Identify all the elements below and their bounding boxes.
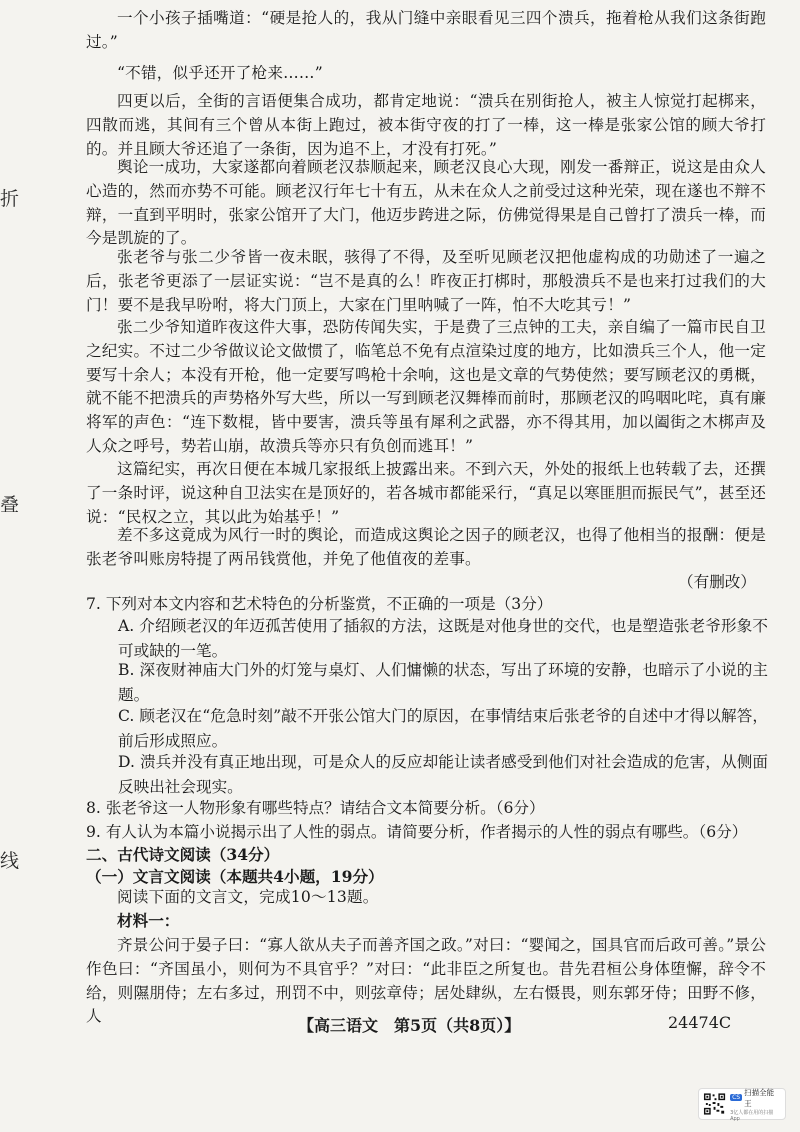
classical-text: 齐景公问于晏子曰：“寡人欲从夫子而善齐国之政。”对曰：“婴闻之，国具官而后政可善。”景公作色曰：“齐国虽小，则何为不具官乎？”对曰：“此非臣之所复也。昔先君桓公身体堕懈，辞令不给，则隰朋侍；左右多过，刑罚不中，则弦章侍；居处肆纵，左右慑畏，则东郭牙侍；田野不修，人 [86, 936, 766, 1026]
question-7-option-a: A. 介绍顾老汉的年迈孤苦使用了插叙的方法，这既是对他身世的交代，也是塑造张老爷形象不可或缺的一笔。 [118, 617, 768, 660]
cut-line-mark: 线 [0, 850, 20, 872]
question-7-option-c: C. 顾老汉在“危急时刻”敲不开张公馆大门的原因，在事情结束后张老爷的自述中才得以解答，前后形成照应。 [118, 707, 768, 750]
question-9: 9. 有人认为本篇小说揭示出了人性的弱点。请简要分析，作者揭示的人性的弱点有哪些。（6分） [86, 823, 748, 841]
story-paragraph: 舆论一成功，大家遂都向着顾老汉恭顺起来，顾老汉良心大现，刚发一番辩正，说这是由众人心造的，然而亦势不可能。顾老汉行年七十有五，从未在众人之前受过这种光荣，现在遂也不辩不辩，一直到平明时，张家公馆开了大门，他迈步跨进之际，仿佛觉得果是自己曾打了溃兵一棒，而今是凯旋的了。 [86, 158, 766, 248]
story-paragraph: 张老爷与张二少爷皆一夜未眠，骇得了不得，及至听见顾老汉把他虚构成的功勋述了一遍之后，张老爷更添了一层证实说：“岂不是真的么！昨夜正打梆时，那般溃兵不是也来打过我们的大门！要不是我早吩咐，将大门顶上，大家在门里呐喊了一阵，怕不大吃其亏！” [86, 248, 766, 314]
subsection-heading: （一）文言文阅读（本题共4小题，19分） [86, 867, 384, 886]
scanner-watermark [698, 1088, 786, 1120]
cs-logo-icon: CS [732, 1094, 741, 1101]
page-footer-title: 【高三语文 第5页（共8页）】 [298, 1016, 521, 1035]
section-heading: 二、古代诗文阅读（34分） [86, 845, 280, 864]
material-label: 材料一： [117, 911, 180, 930]
reading-instruction: 阅读下面的文言文，完成10～13题。 [117, 888, 379, 906]
story-paragraph: 这篇纪实，再次日便在本城几家报纸上披露出来。不到六天，外处的报纸上也转载了去，还撰了一条时评，说这种自卫法实在是顶好的，若各城市都能采行，“真足以寒匪胆而振民气”，甚至还说：“民权之立，其以此为始基乎！” [86, 460, 766, 526]
question-7-option-b: B. 深夜财神庙大门外的灯笼与桌灯、人们慵懒的状态，写出了环境的安静，也暗示了小说的主题。 [118, 661, 768, 704]
scanner-app-name: 扫描全能王 [744, 1087, 775, 1108]
question-7-option-d: D. 溃兵并没有真正地出现，可是众人的反应却能让读者感受到他们对社会造成的危害，从侧面反映出社会现实。 [118, 753, 768, 796]
exam-code: 24474C [668, 1013, 732, 1032]
fold-mark-2: 叠 [0, 494, 20, 516]
story-paragraph: 差不多这竟成为风行一时的舆论，而造成这舆论之因子的顾老汉，也得了他相当的报酬：便是张老爷叫账房特提了两吊钱赏他，并免了他值夜的差事。 [86, 526, 766, 568]
story-paragraph: 四更以后，全街的言语便集合成功，都肯定地说：“溃兵在别街抢人，被主人惊觉打起梆来，四散而逃，其间有三个曾从本街上跑过，被本街守夜的打了一棒，这一棒是张家公馆的顾大爷打的。并且顾大爷还追了一条街，因为追不上，才没有打死。” [86, 92, 766, 158]
story-paragraph: 一个小孩子插嘴道：“硬是抢人的，我从门缝中亲眼看见三四个溃兵，拖着枪从我们这条街跑过。” [86, 9, 766, 51]
story-paragraph: “不错，似乎还开了枪来……” [117, 64, 323, 82]
qr-code-icon [703, 1092, 726, 1116]
question-7-stem: 7. 下列对本文内容和艺术特色的分析鉴赏，不正确的一项是（3分） [86, 595, 553, 613]
source-credit: （有删改） [678, 573, 756, 591]
story-paragraph: 张二少爷知道昨夜这件大事，恐防传闻失实，于是费了三点钟的工夫，亲自编了一篇市民自卫之纪实。不过二少爷做议论文做惯了，临笔总不免有点渲染过度的地方，比如溃兵三个人，他一定要写十余人；本没有开枪，他一定要写鸣枪十余响，这也是文章的气势使然；要写顾老汉的勇概，就不能不把溃兵的声势格外写大些，所以一写到顾老汉舞棒而前时，那顾老汉的呜咽叱咤，真有廉将军的声色：“连下数棍，皆中要害，溃兵等虽有犀利之武器，亦不得其用，加以阖街之木梆声及人众之呼号，势若山崩，故溃兵等亦只有负创而逃耳！” [86, 318, 766, 455]
fold-mark: 折 [0, 188, 20, 210]
question-8: 8. 张老爷这一人物形象有哪些特点？请结合文本简要分析。（6分） [86, 799, 545, 817]
scanner-tagline: 3亿人都在用的扫描App [730, 1109, 774, 1122]
